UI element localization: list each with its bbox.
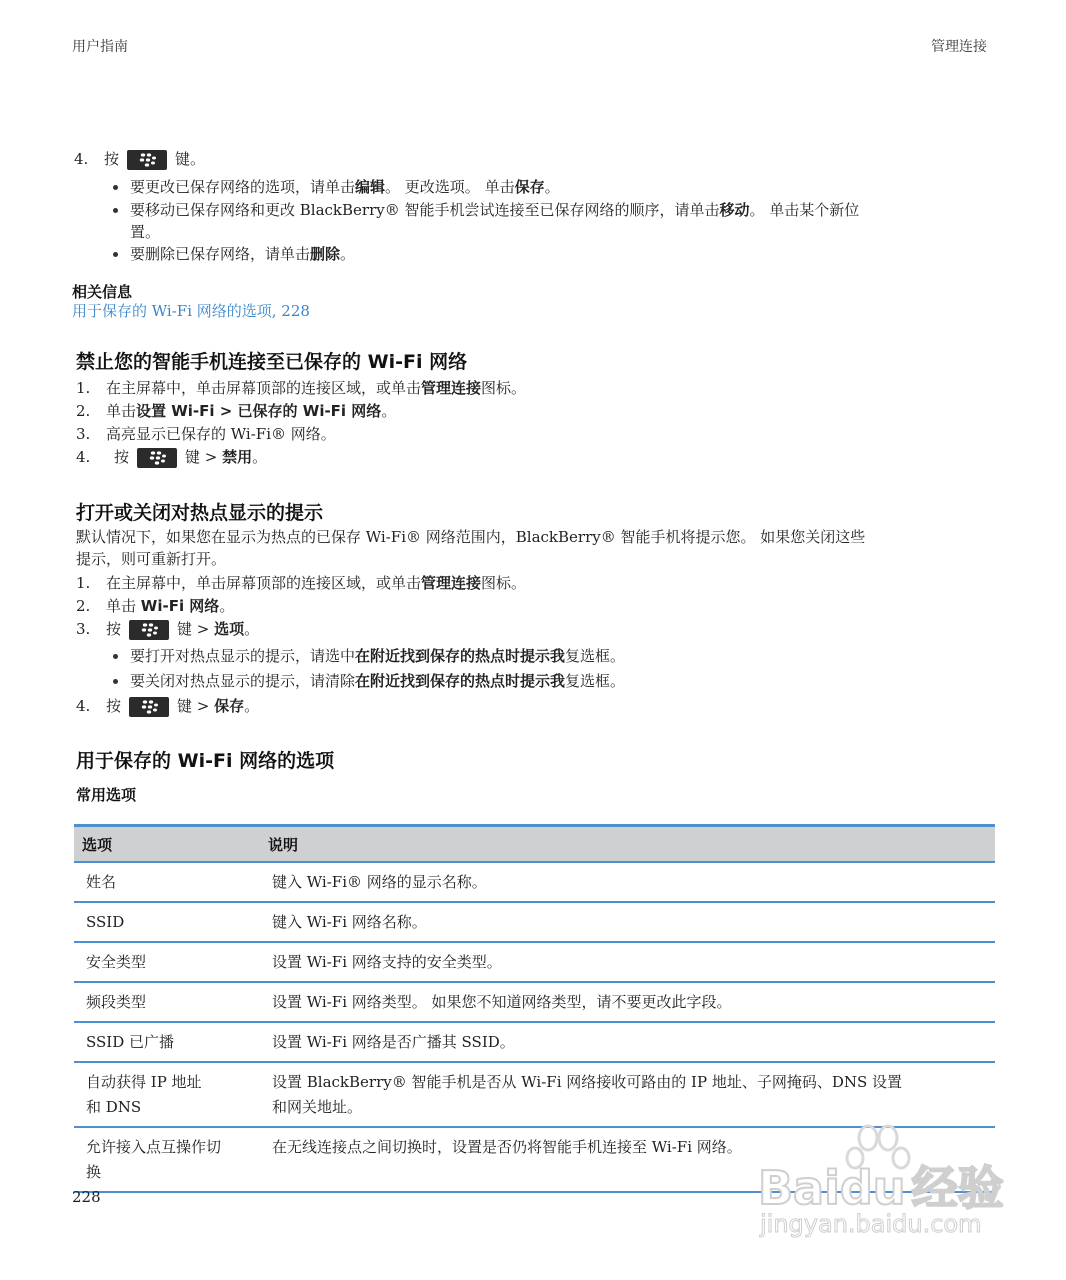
table-cell-description: 键入 Wi-Fi® 网络的显示名称。 [260,862,995,902]
table-cell-option: 安全类型 [74,942,260,982]
watermark-brand: Bai [758,1161,840,1215]
bullet-delete: 要删除已保存网络，请单击删除。 [130,245,356,263]
section-2-title: 打开或关闭对热点显示的提示 [76,502,324,524]
related-title: 相关信息 [72,283,133,301]
s2-step-2: 2. 单击 Wi-Fi 网络。 [76,597,235,615]
table-row [74,1022,995,1062]
section-3-subtitle: 常用选项 [76,786,137,804]
table-row [74,982,995,1022]
bullet-move-cont: 置。 [130,223,161,241]
table-cell-option: 姓名 [74,862,260,902]
bullet-dot [113,252,118,257]
related-link[interactable]: 用于保存的 Wi-Fi 网络的选项, 228 [72,302,310,320]
table-cell-option: 允许接入点互操作切 换 [74,1127,260,1192]
table-cell-description: 键入 Wi-Fi 网络名称。 [260,902,995,942]
bullet-edit: 要更改已保存网络的选项，请单击编辑。 更改选项。 单击保存。 [130,178,560,196]
s2-step-4: 4. 按 键 > 保存。 [76,697,260,715]
page-number: 228 [72,1188,101,1206]
table-row [74,1062,995,1127]
table-cell-option: SSID 已广播 [74,1022,260,1062]
s2-para-2: 提示，则可重新打开。 [76,550,227,568]
blackberry-menu-key-icon [129,697,169,717]
table-row [74,942,995,982]
blackberry-menu-key-icon [127,150,167,170]
table-cell-description: 设置 Wi-Fi 网络类型。 如果您不知道网络类型，请不要更改此字段。 [260,982,995,1022]
bullet-prompt-off: 要关闭对热点显示的提示，请清除在附近找到保存的热点时提示我复选框。 [130,672,626,690]
s2-step-3: 3. 按 键 > 选项。 [76,620,260,638]
s1-step-1: 1. 在主屏幕中，单击屏幕顶部的连接区域，或单击管理连接图标。 [76,379,527,397]
watermark-url: jingyan.baidu.com [760,1210,982,1238]
section-3-title: 用于保存的 Wi-Fi 网络的选项 [76,750,335,772]
blackberry-menu-key-icon [137,448,177,468]
table-cell-description: 设置 BlackBerry® 智能手机是否从 Wi-Fi 网络接收可路由的 IP 地址、子网掩码、DNS 设置 和网关地址。 [260,1062,995,1127]
baidu-jingyan-watermark [758,1120,1008,1244]
bullet-dot [113,208,118,213]
watermark-cn: 经验 [911,1161,1004,1215]
table-header-description: 说明 [260,826,995,863]
step-number: 4. [74,150,89,168]
table-cell-option: 自动获得 IP 地址 和 DNS [74,1062,260,1127]
bullet-prompt-on: 要打开对热点显示的提示，请选中在附近找到保存的热点时提示我复选框。 [130,647,626,665]
table-cell-description: 设置 Wi-Fi 网络是否广播其 SSID。 [260,1022,995,1062]
table-cell-description: 在无线连接点之间切换时，设置是否仍将智能手机连接至 Wi-Fi 网络。 [260,1127,995,1192]
s2-step-1: 1. 在主屏幕中，单击屏幕顶部的连接区域，或单击管理连接图标。 [76,574,527,592]
header-right: 管理连接 [931,39,987,55]
s1-step-3: 3. 高亮显示已保存的 Wi-Fi® 网络。 [76,425,336,443]
blackberry-menu-key-icon [129,620,169,640]
step-4-top: 4. 按 键。 [74,150,206,168]
s1-step-2: 2. 单击设置 Wi-Fi > 已保存的 Wi-Fi 网络。 [76,402,397,420]
section-1-title: 禁止您的智能手机连接至已保存的 Wi-Fi 网络 [76,351,468,373]
watermark-brand2: du [839,1161,906,1215]
table-row [74,862,995,902]
table-row [74,902,995,942]
s2-para-1: 默认情况下，如果您在显示为热点的已保存 Wi-Fi® 网络范围内，BlackBerry® 智能手机将提示您。 如果您关闭这些 [76,528,866,546]
header-left: 用户指南 [72,39,128,55]
table-cell-option: SSID [74,902,260,942]
table-header-row [74,826,995,863]
bullet-dot [113,654,118,659]
bullet-dot [113,185,118,190]
table-header-option: 选项 [74,826,260,863]
s1-step-4: 4. 按 键 > 禁用。 [76,448,268,466]
bullet-move: 要移动已保存网络和更改 BlackBerry® 智能手机尝试连接至已保存网络的顺序，请单击移动。 单击某个新位 [130,201,860,219]
bullet-dot [113,679,118,684]
table-cell-description: 设置 Wi-Fi 网络支持的安全类型。 [260,942,995,982]
table-cell-option: 频段类型 [74,982,260,1022]
